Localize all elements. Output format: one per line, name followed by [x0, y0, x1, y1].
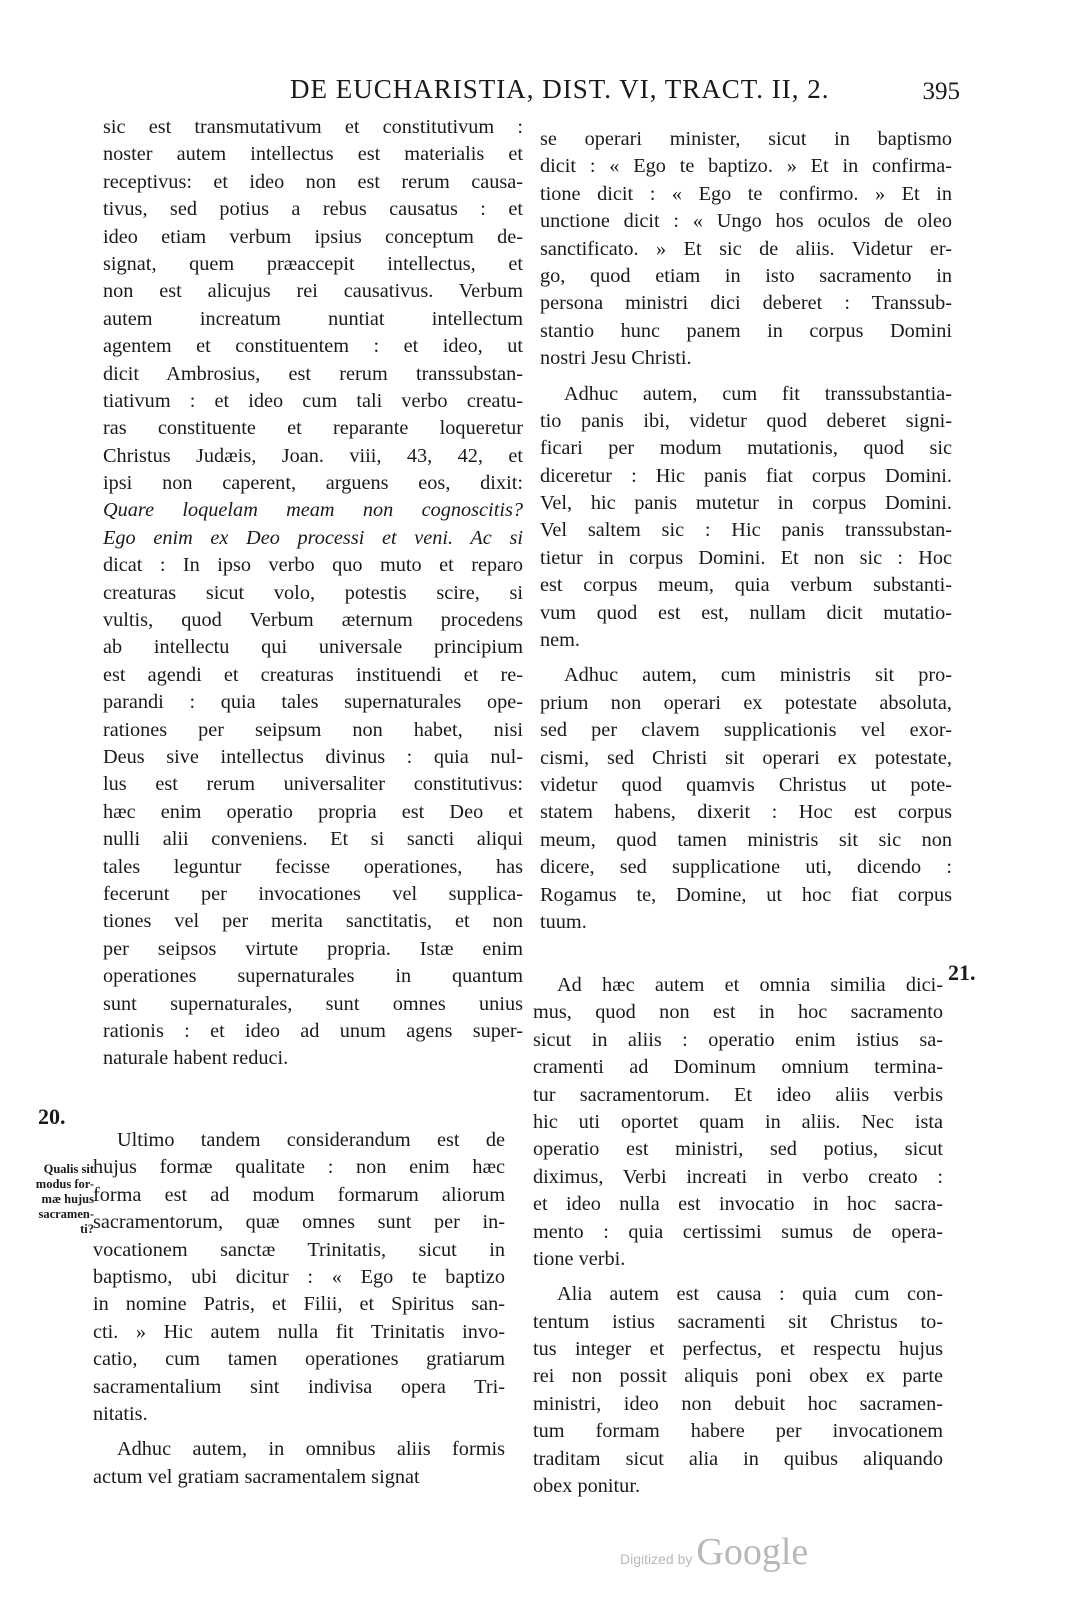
- text-line: hic uti oportet quam in aliis. Nec ista: [533, 1110, 943, 1133]
- text-line: operationes supernaturales in quantum: [103, 965, 523, 988]
- text-line: parandi : quia tales supernaturales ope-: [103, 691, 523, 714]
- text-line: lus est rerum universaliter constitutivus:: [103, 773, 523, 796]
- text-line: creaturas sicut volo, potestis scire, si: [103, 581, 523, 604]
- text-line: tales leguntur fecisse operationes, has: [103, 855, 523, 878]
- text-line: tiativum : et ideo cum tali verbo creatu-: [103, 389, 523, 412]
- left-column-bottom: [93, 1127, 505, 1491]
- text-line: meum, quod tamen ministris sit sic non: [540, 828, 952, 851]
- text-line: Deus sive intellectus divinus : quia nul-: [103, 745, 523, 768]
- text-line: fecerunt per invocationes vel supplica-: [103, 882, 523, 905]
- text-line: cismi, sed Christi sit operari ex potestate,: [540, 746, 952, 769]
- text-line: tentum istius sacramenti sit Christus to-: [533, 1310, 943, 1333]
- text-line: tus integer et perfectus, et respectu hujus: [533, 1338, 943, 1361]
- text-line: vum quod est est, nullam dicit mutatio-: [540, 601, 952, 624]
- text-line: tio panis ibi, videtur quod deberet signi-: [540, 409, 952, 432]
- text-line: et ideo nulla est invocatio in hoc sacra-: [533, 1193, 943, 1216]
- text-line: rei non possit aliquis poni obex ex parte: [533, 1365, 943, 1388]
- text-line: signat, quem præaccepit intellectus, et: [103, 252, 523, 275]
- text-line: vultis, quod Verbum æternum procedens: [103, 609, 523, 632]
- text-line: tum formam habere per invocationem: [533, 1420, 943, 1443]
- text-line: Adhuc autem, cum fit transsubstantia-: [564, 382, 952, 405]
- text-line: nostri Jesu Christi.: [540, 347, 692, 370]
- text-line: se operari minister, sicut in baptismo: [540, 128, 952, 150]
- text-line: hujus formæ qualitate : non enim hæc: [93, 1156, 505, 1179]
- margin-note-line: ti?: [80, 1222, 94, 1236]
- text-line: dicit Ambrosius, est rerum transsubstan-: [103, 362, 523, 385]
- text-line: sic est transmutativum et constitutivum :: [103, 116, 523, 138]
- text-line: go, quod etiam in isto sacramento in: [540, 264, 952, 287]
- right-column-bottom: [533, 972, 943, 1500]
- text-line: traditam sicut alia in quibus aliquando: [533, 1447, 943, 1470]
- text-line: rationis : et ideo ad unum agens super-: [103, 1019, 523, 1042]
- text-line: sanctificato. » Et sic de aliis. Videtur er-: [540, 237, 952, 260]
- text-line: mento : quia certissimi sumus de opera-: [533, 1220, 943, 1243]
- text-line: agentem et constituentem : et ideo, ut: [103, 335, 523, 358]
- page-number: 395: [922, 78, 960, 105]
- right-column-top: [540, 126, 952, 936]
- text-line: dicere, sed supplicatione uti, dicendo :: [540, 856, 952, 879]
- text-line: vocationem sanctæ Trinitatis, sicut in: [93, 1238, 505, 1261]
- text-line: tur sacramentorum. Et ideo aliis verbis: [533, 1083, 943, 1106]
- text-line: nitatis.: [93, 1402, 148, 1425]
- running-header: [200, 74, 960, 114]
- text-line: actum vel gratiam sacramentalem signat: [93, 1465, 420, 1488]
- text-line: noster autem intellectus est materialis et: [103, 143, 523, 166]
- text-line: mus, quod non est in hoc sacramento: [533, 1001, 943, 1024]
- margin-note-line: sacramen-: [38, 1207, 94, 1221]
- text-line: Vel saltem sic : Hic panis transsubstan-: [540, 519, 952, 542]
- text-line: persona ministri dici deberet : Transsub-: [540, 292, 952, 315]
- text-line: Ad hæc autem et omnia similia dici-: [557, 974, 943, 996]
- text-line: Adhuc autem, cum ministris sit pro-: [564, 664, 952, 687]
- text-line: cti. » Hic autem nulla fit Trinitatis invo-: [93, 1320, 505, 1343]
- text-line: baptismo, ubi dicitur : « Ego te baptizo: [93, 1265, 505, 1288]
- text-line: autem increatum nuntiat intellectum: [103, 307, 523, 330]
- text-line: tione dicit : « Ego te confirmo. » Et in: [540, 182, 952, 205]
- text-line: tione verbi.: [533, 1247, 626, 1270]
- text-line: est agendi et creaturas instituendi et re-: [103, 663, 523, 686]
- text-line: ministri, ideo non debuit hoc sacramen-: [533, 1392, 943, 1415]
- text-line: catio, cum tamen operationes gratiarum: [93, 1348, 505, 1371]
- text-line: tietur in corpus Domini. Et non sic : Hoc: [540, 546, 952, 569]
- google-watermark: [620, 1530, 840, 1574]
- text-line: in nomine Patris, et Filii, et Spiritus san-: [93, 1293, 505, 1316]
- text-line: nem.: [540, 629, 580, 652]
- text-line: naturale habent reduci.: [103, 1047, 289, 1070]
- text-line: ideo etiam verbum ipsius conceptum de-: [103, 225, 523, 248]
- text-line: sunt supernaturales, sunt omnes unius: [103, 992, 523, 1015]
- text-line: sacramentalium sint indivisa opera Tri-: [93, 1375, 505, 1398]
- text-line: cramenti ad Dominum omnium termina-: [533, 1056, 943, 1079]
- watermark-logo: Google: [696, 1531, 809, 1573]
- text-line: ab intellectu qui universale principium: [103, 636, 523, 659]
- margin-note-line: mæ hujus: [41, 1192, 94, 1206]
- text-line: receptivus: et ideo non est rerum causa-: [103, 170, 523, 193]
- text-line: per seipsos virtute propria. Istæ enim: [103, 937, 523, 960]
- text-line: sicut in aliis : operatio enim istius sa-: [533, 1028, 943, 1051]
- text-line: nulli alii conveniens. Et si sancti aliqui: [103, 828, 523, 851]
- text-line: tiones vel per merita sanctitatis, et non: [103, 910, 523, 933]
- text-line: hæc enim operatio propria est Deo et: [103, 800, 523, 823]
- text-line: tivus, sed potius a rebus causatus : et: [103, 198, 523, 221]
- text-line: prium non operari ex potestate absoluta,: [540, 691, 952, 714]
- text-line: Ultimo tandem considerandum est de: [117, 1129, 505, 1151]
- text-line: Christus Judæis, Joan. viii, 43, 42, et: [103, 444, 523, 467]
- text-line: ficari per modum mutationis, quod sic: [540, 437, 952, 460]
- text-line: Alia autem est causa : quia cum con-: [557, 1283, 943, 1306]
- text-line: Ego enim ex Deo processi et veni. Ac si: [103, 526, 523, 549]
- margin-note-line: modus for-: [35, 1177, 94, 1191]
- text-line: dicit : « Ego te baptizo. » Et in confirma-: [540, 155, 952, 178]
- text-line: sacramentorum, quæ omnes sunt per in-: [93, 1211, 505, 1234]
- text-line: statem habens, dixerit : Hoc est corpus: [540, 801, 952, 824]
- text-line: obex ponitur.: [533, 1475, 641, 1498]
- text-line: dicat : In ipso verbo quo muto et reparo: [103, 554, 523, 577]
- text-line: rationes per seipsum non habet, nisi: [103, 718, 523, 741]
- text-line: Adhuc autem, in omnibus aliis formis: [117, 1438, 505, 1461]
- text-line: diximus, Verbi increati in verbo creato :: [533, 1165, 943, 1188]
- text-line: sed per clavem supplicationis vel exor-: [540, 719, 952, 742]
- text-line: videtur quod quamvis Christus ut pote-: [540, 773, 952, 796]
- text-line: Quare loquelam meam non cognoscitis?: [103, 499, 523, 522]
- section-number-20: 20.: [38, 1104, 66, 1129]
- text-line: stantio hunc panem in corpus Domini: [540, 319, 952, 342]
- text-line: ras constituente et reparante loqueretur: [103, 417, 523, 440]
- text-line: unctione dicit : « Ungo hos oculos de oleo: [540, 210, 952, 233]
- text-line: forma est ad modum formarum aliorum: [93, 1183, 505, 1206]
- text-line: Rogamus te, Domine, ut hoc fiat corpus: [540, 883, 952, 906]
- text-line: operatio est ministri, sed potius, sicut: [533, 1138, 943, 1161]
- text-line: est corpus meum, quia verbum substanti-: [540, 574, 952, 597]
- text-line: Vel, hic panis mutetur in corpus Domini.: [540, 492, 952, 515]
- watermark-small-text: Digitized by: [620, 1551, 693, 1567]
- section-number-21: 21.: [948, 960, 976, 985]
- text-line: tuum.: [540, 910, 587, 933]
- margin-note-line: Qualis sit: [43, 1162, 94, 1176]
- left-column-top: [103, 114, 523, 1073]
- running-title: DE EUCHARISTIA, DIST. VI, TRACT. II, 2.: [290, 74, 830, 104]
- margin-note: [10, 1162, 94, 1237]
- text-line: diceretur : Hic panis fiat corpus Domini.: [540, 464, 952, 487]
- text-line: non est alicujus rei causativus. Verbum: [103, 280, 523, 303]
- text-line: ipsi non caperent, arguens eos, dixit:: [103, 472, 523, 495]
